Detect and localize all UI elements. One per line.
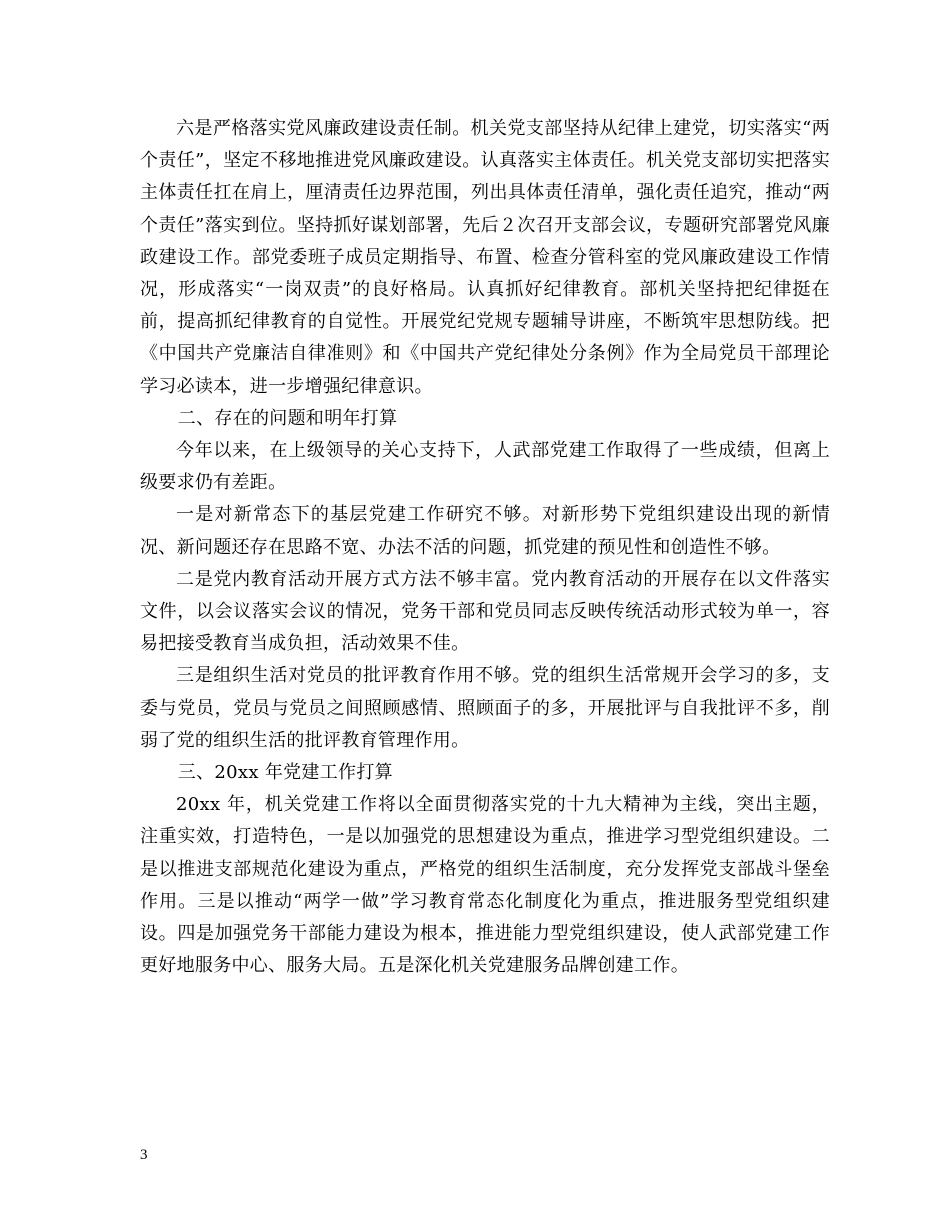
section-heading-next-year-plan: 三、20xx 年党建工作打算 xyxy=(177,762,393,784)
paragraph-party-conduct-responsibility: 六是严格落实党风廉政建设责任制。机关党支部坚持从纪律上建党，切实落实“两个责任”，坚定不移地推进党风廉政建设。认真落实主体责任。机关党支部切实把落实主体责任扛在肩上，厘清责任边界范围，列出具体责任清单，强化责任追究，推动“两个责任”落实到位。坚持抓好谋划部署，先后２次召开支部会议，专题研究部署党风廉政建设工作。部党委班子成员定期指导、布置、检查分管科室的党风廉政建设工作情况，形成落实“一岗双责”的良好格局。认真抓好纪律教育。部机关坚持把纪律挺在前，提高抓纪律教育的自觉性。开展党纪党规专题辅导讲座，不断筑牢思想防线。把《中国共产党廉洁自律准则》和《中国共产党纪律处分条例》作为全局党员干部理论学习必读本，进一步增强纪律意识。 xyxy=(140,118,830,397)
paragraph-problem-three: 三是组织生活对党员的批评教育作用不够。党的组织生活常规开会学习的多，支委与党员，党员与党员之间照顾感情、照顾面子的多，开展批评与自我批评不多，削弱了党的组织生活的批评教育管理作用。 xyxy=(140,665,830,751)
paragraph-problem-one: 一是对新常态下的基层党建工作研究不够。对新形势下党组织建设出现的新情况、新问题还存在思路不宽、办法不活的问题，抓党建的预见性和创造性不够。 xyxy=(140,504,830,558)
document-body xyxy=(140,113,830,982)
paragraph-next-year-plan: 20xx 年，机关党建工作将以全面贯彻落实党的十九大精神为主线，突出主题，注重实效，打造特色，一是以加强党的思想建设为重点，推进学习型党组织建设。二是以推进支部规范化建设为重点，严格党的组织生活制度，充分发挥党支部战斗堡垒作用。三是以推动“两学一做”学习教育常态化制度化为重点，推进服务型党组织建设。四是加强党务干部能力建设为根本，推进能力型党组织建设，使人武部党建工作更好地服务中心、服务大局。五是深化机关党建服务品牌创建工作。 xyxy=(140,794,830,977)
paragraph-achievements-summary: 今年以来，在上级领导的关心支持下，人武部党建工作取得了一些成绩，但离上级要求仍有差距。 xyxy=(140,440,830,494)
paragraph-problem-two: 二是党内教育活动开展方式方法不够丰富。党内教育活动的开展存在以文件落实文件，以会议落实会议的情况，党务干部和党员同志反映传统活动形式较为单一，容易把接受教育当成负担，活动效果不佳。 xyxy=(140,568,830,655)
section-heading-problems-and-plans: 二、存在的问题和明年打算 xyxy=(177,407,398,429)
page-number: 3 xyxy=(140,1147,148,1163)
